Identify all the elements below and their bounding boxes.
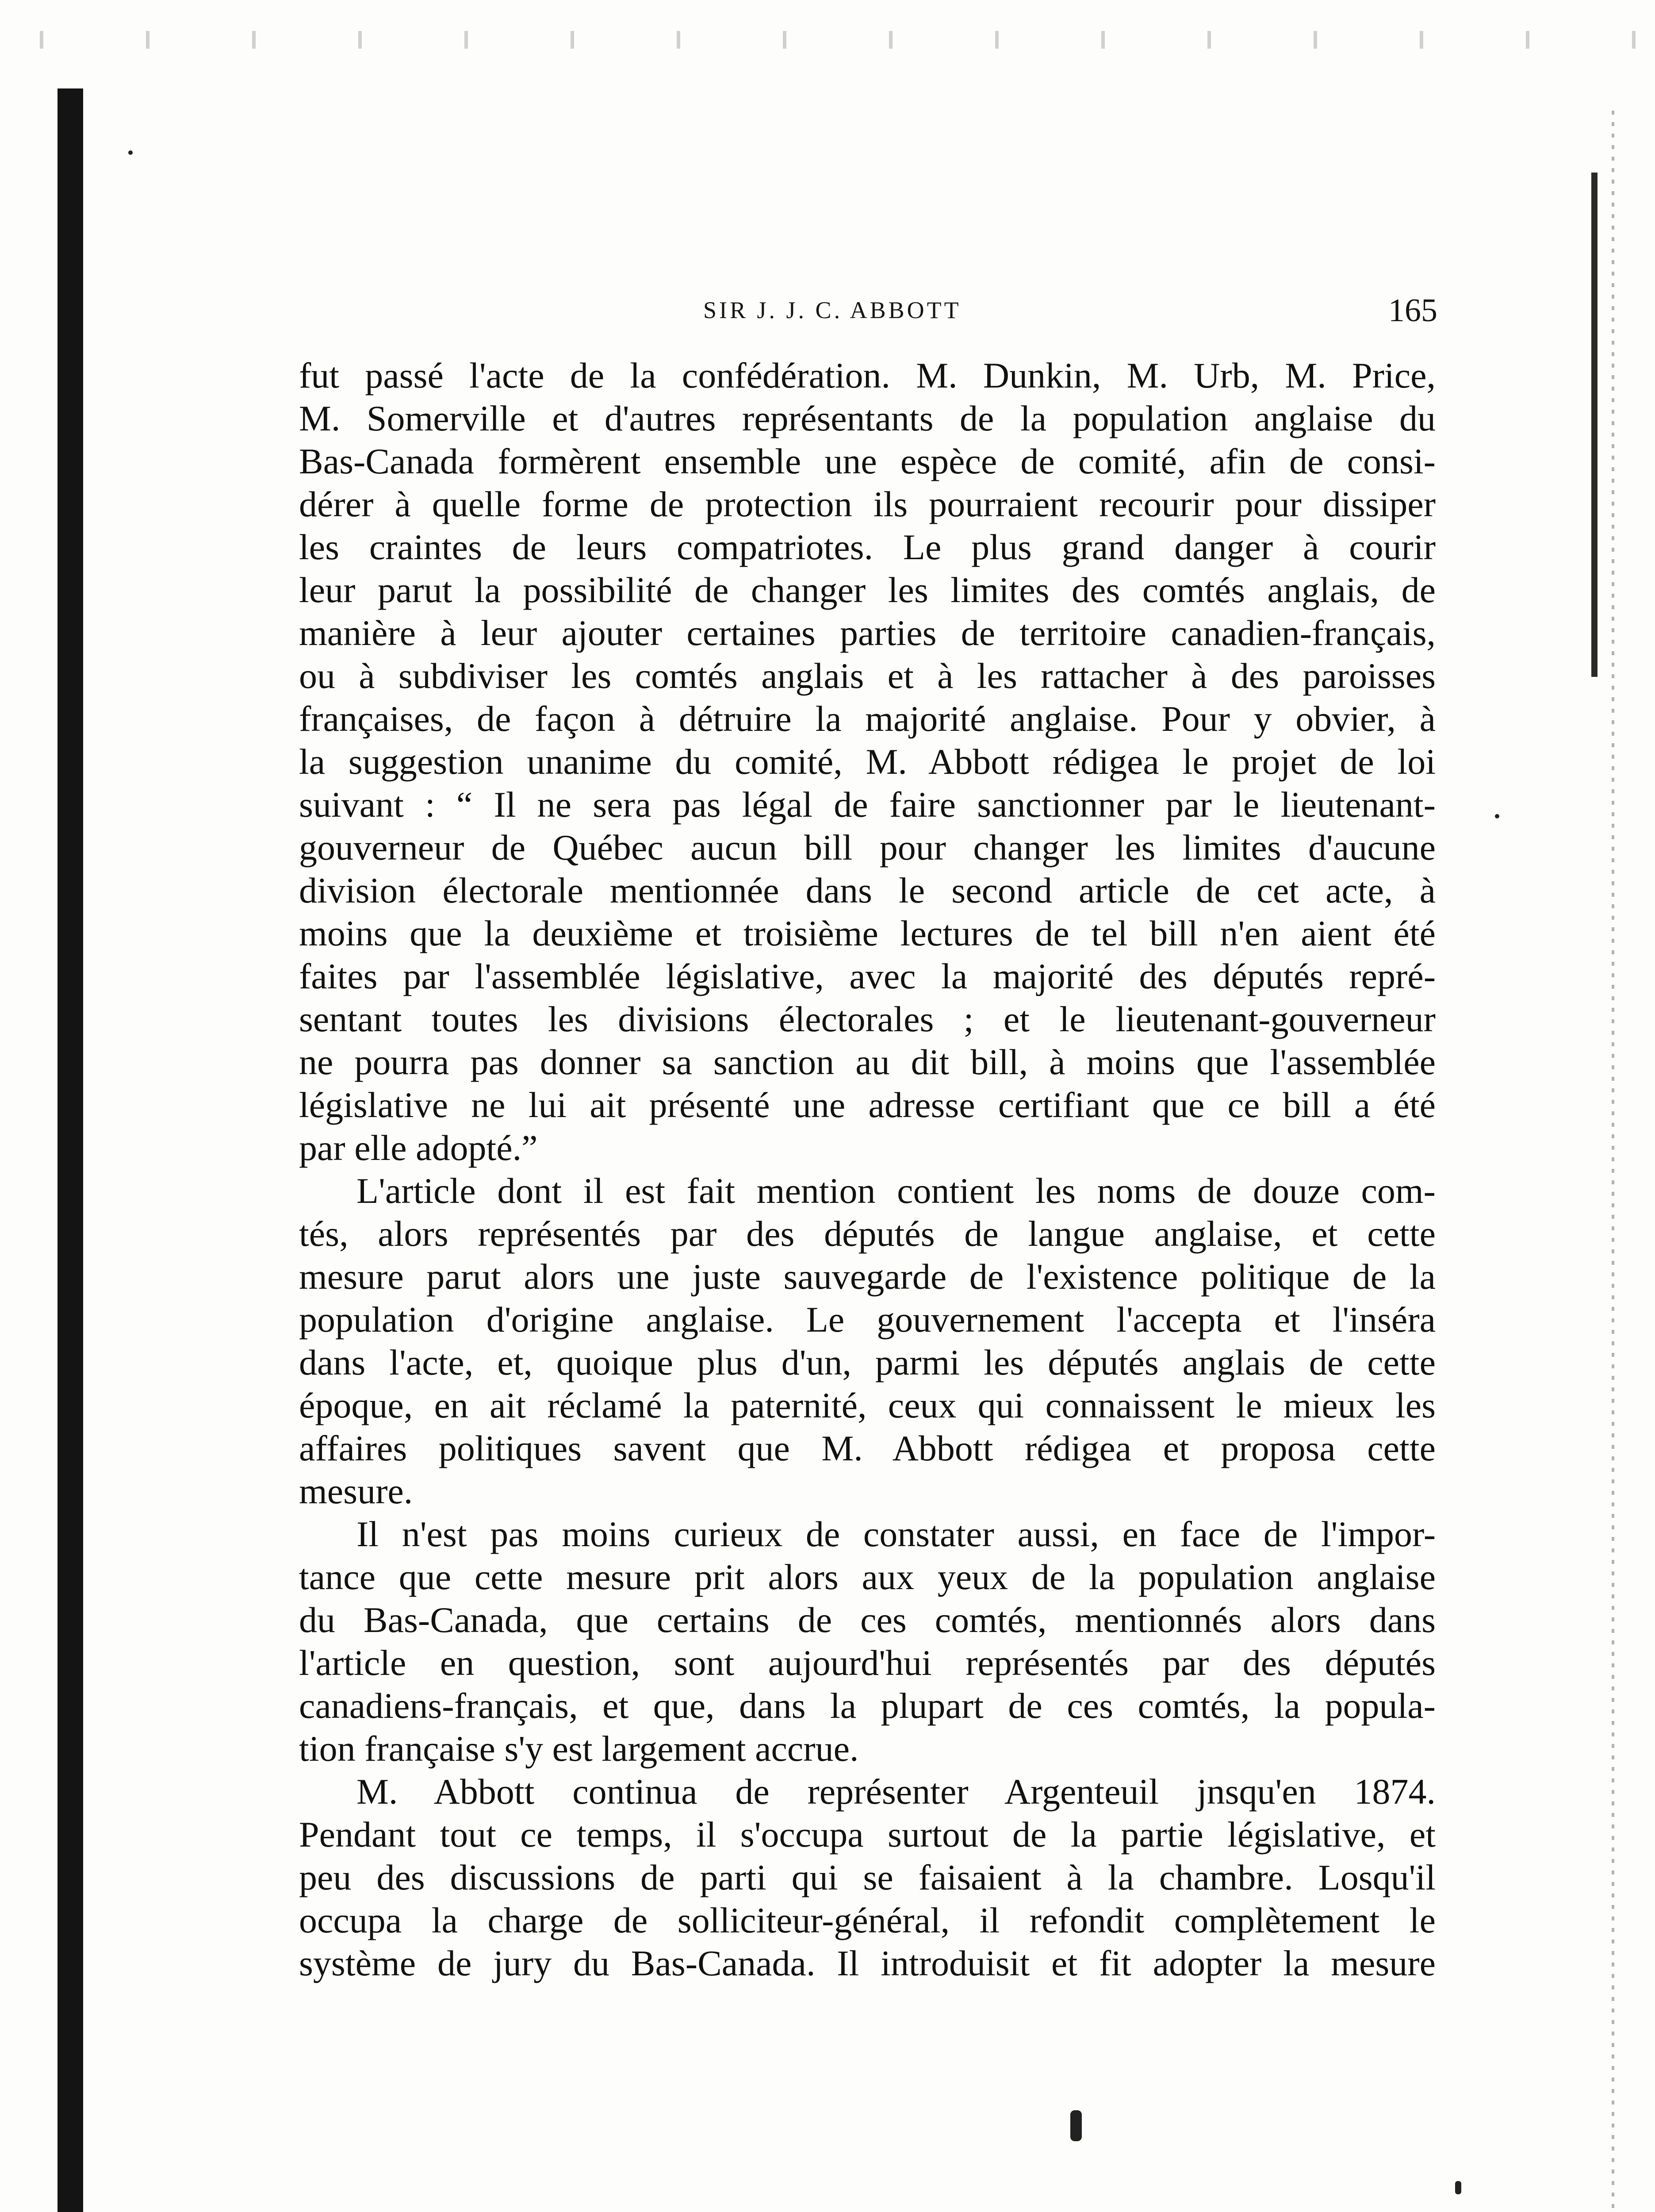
text-line: tés, alors représentés par des députés de langue anglaise, et cette [299,1214,1436,1254]
text-line: M. Somerville et d'autres représentants de la population anglaise du [299,398,1436,438]
ink-speck [1455,2181,1461,2194]
text-line: système de jury du Bas-Canada. Il introduisit et fit adopter la mesure [299,1943,1436,1983]
text-line: fut passé l'acte de la confédération. M. Dunkin, M. Urb, M. Price, [299,355,1436,396]
text-line: du Bas-Canada, que certains de ces comtés, mentionnés alors dans [299,1600,1436,1640]
text-line: tance que cette mesure prit alors aux yeux de la population anglaise [299,1557,1436,1597]
text-line: moins que la deuxième et troisième lectures de tel bill n'en aient été [299,913,1436,953]
text-line: les craintes de leurs compatriotes. Le plus grand danger à courir [299,527,1436,567]
running-head [305,292,1437,332]
body-text [299,354,1436,1985]
page-number: 165 [1388,292,1437,329]
text-line: sentant toutes les divisions électorales ; et le lieutenant-gouverneur [299,999,1436,1039]
text-line: dans l'acte, et, quoique plus d'un, parmi les députés anglais de cette [299,1342,1436,1382]
running-head-title: SIR J. J. C. ABBOTT [703,297,962,323]
text-line: ou à subdiviser les comtés anglais et à les rattacher à des paroisses [299,656,1436,696]
text-line: époque, en ait réclamé la paternité, ceux qui connaissent le mieux les [299,1385,1436,1425]
scan-edge-bar-right [1591,173,1598,677]
text-line: suivant : “ Il ne sera pas légal de faire sanctionner par le lieutenant- [299,784,1436,825]
text-line: l'article en question, sont aujourd'hui représentés par des députés [299,1643,1436,1683]
text-line: gouverneur de Québec aucun bill pour changer les limites d'aucune [299,827,1436,868]
text-line: peu des discussions de parti qui se faisaient à la chambre. Losqu'il [299,1857,1436,1897]
paragraph [299,354,1436,1169]
text-line: Il n'est pas moins curieux de constater aussi, en face de l'impor- [356,1514,1436,1554]
text-line: françaises, de façon à détruire la majorité anglaise. Pour y obvier, à [299,699,1436,739]
text-line: tion française s'y est largement accrue. [299,1728,859,1769]
scan-edge-noise-right [1612,111,1614,2212]
text-line: faites par l'assemblée législative, avec la majorité des députés repré- [299,956,1436,996]
text-line: canadiens-français, et que, dans la plupart de ces comtés, la popula- [299,1686,1436,1726]
text-line: occupa la charge de solliciteur-général, il refondit complètement le [299,1900,1436,1940]
text-line: leur parut la possibilité de changer les limites des comtés anglais, de [299,570,1436,610]
ink-speck [1070,2110,1082,2141]
text-line: la suggestion unanime du comité, M. Abbott rédigea le projet de loi [299,741,1436,782]
text-line: Pendant tout ce temps, il s'occupa surtout de la partie législative, et [299,1814,1436,1855]
ink-speck [128,150,133,155]
text-line: L'article dont il est fait mention contient les noms de douze com- [356,1171,1436,1211]
paragraph [299,1770,1436,1985]
ink-speck [1495,814,1499,818]
text-line: manière à leur ajouter certaines parties de territoire canadien-français, [299,613,1436,653]
text-line: affaires politiques savent que M. Abbott rédigea et proposa cette [299,1428,1436,1468]
text-line: population d'origine anglaise. Le gouvernement l'accepta et l'inséra [299,1299,1436,1340]
paragraph [299,1169,1436,1513]
scan-top-noise [0,31,1655,49]
text-line: dérer à quelle forme de protection ils pourraient recourir pour dissiper [299,484,1436,524]
text-line: division électorale mentionnée dans le second article de cet acte, à [299,870,1436,910]
text-line: ne pourra pas donner sa sanction au dit bill, à moins que l'assemblée [299,1042,1436,1082]
text-line: législative ne lui ait présenté une adresse certifiant que ce bill a été [299,1085,1436,1125]
paragraph [299,1513,1436,1770]
text-line: mesure. [299,1471,413,1511]
text-line: mesure parut alors une juste sauvegarde de l'existence politique de la [299,1256,1436,1297]
text-line: Bas-Canada formèrent ensemble une espèce de comité, afin de consi- [299,441,1436,481]
scan-binding-shadow-left [57,88,83,2212]
text-line: M. Abbott continua de représenter Argenteuil jnsqu'en 1874. [356,1771,1436,1812]
text-line: par elle adopté.” [299,1128,538,1168]
